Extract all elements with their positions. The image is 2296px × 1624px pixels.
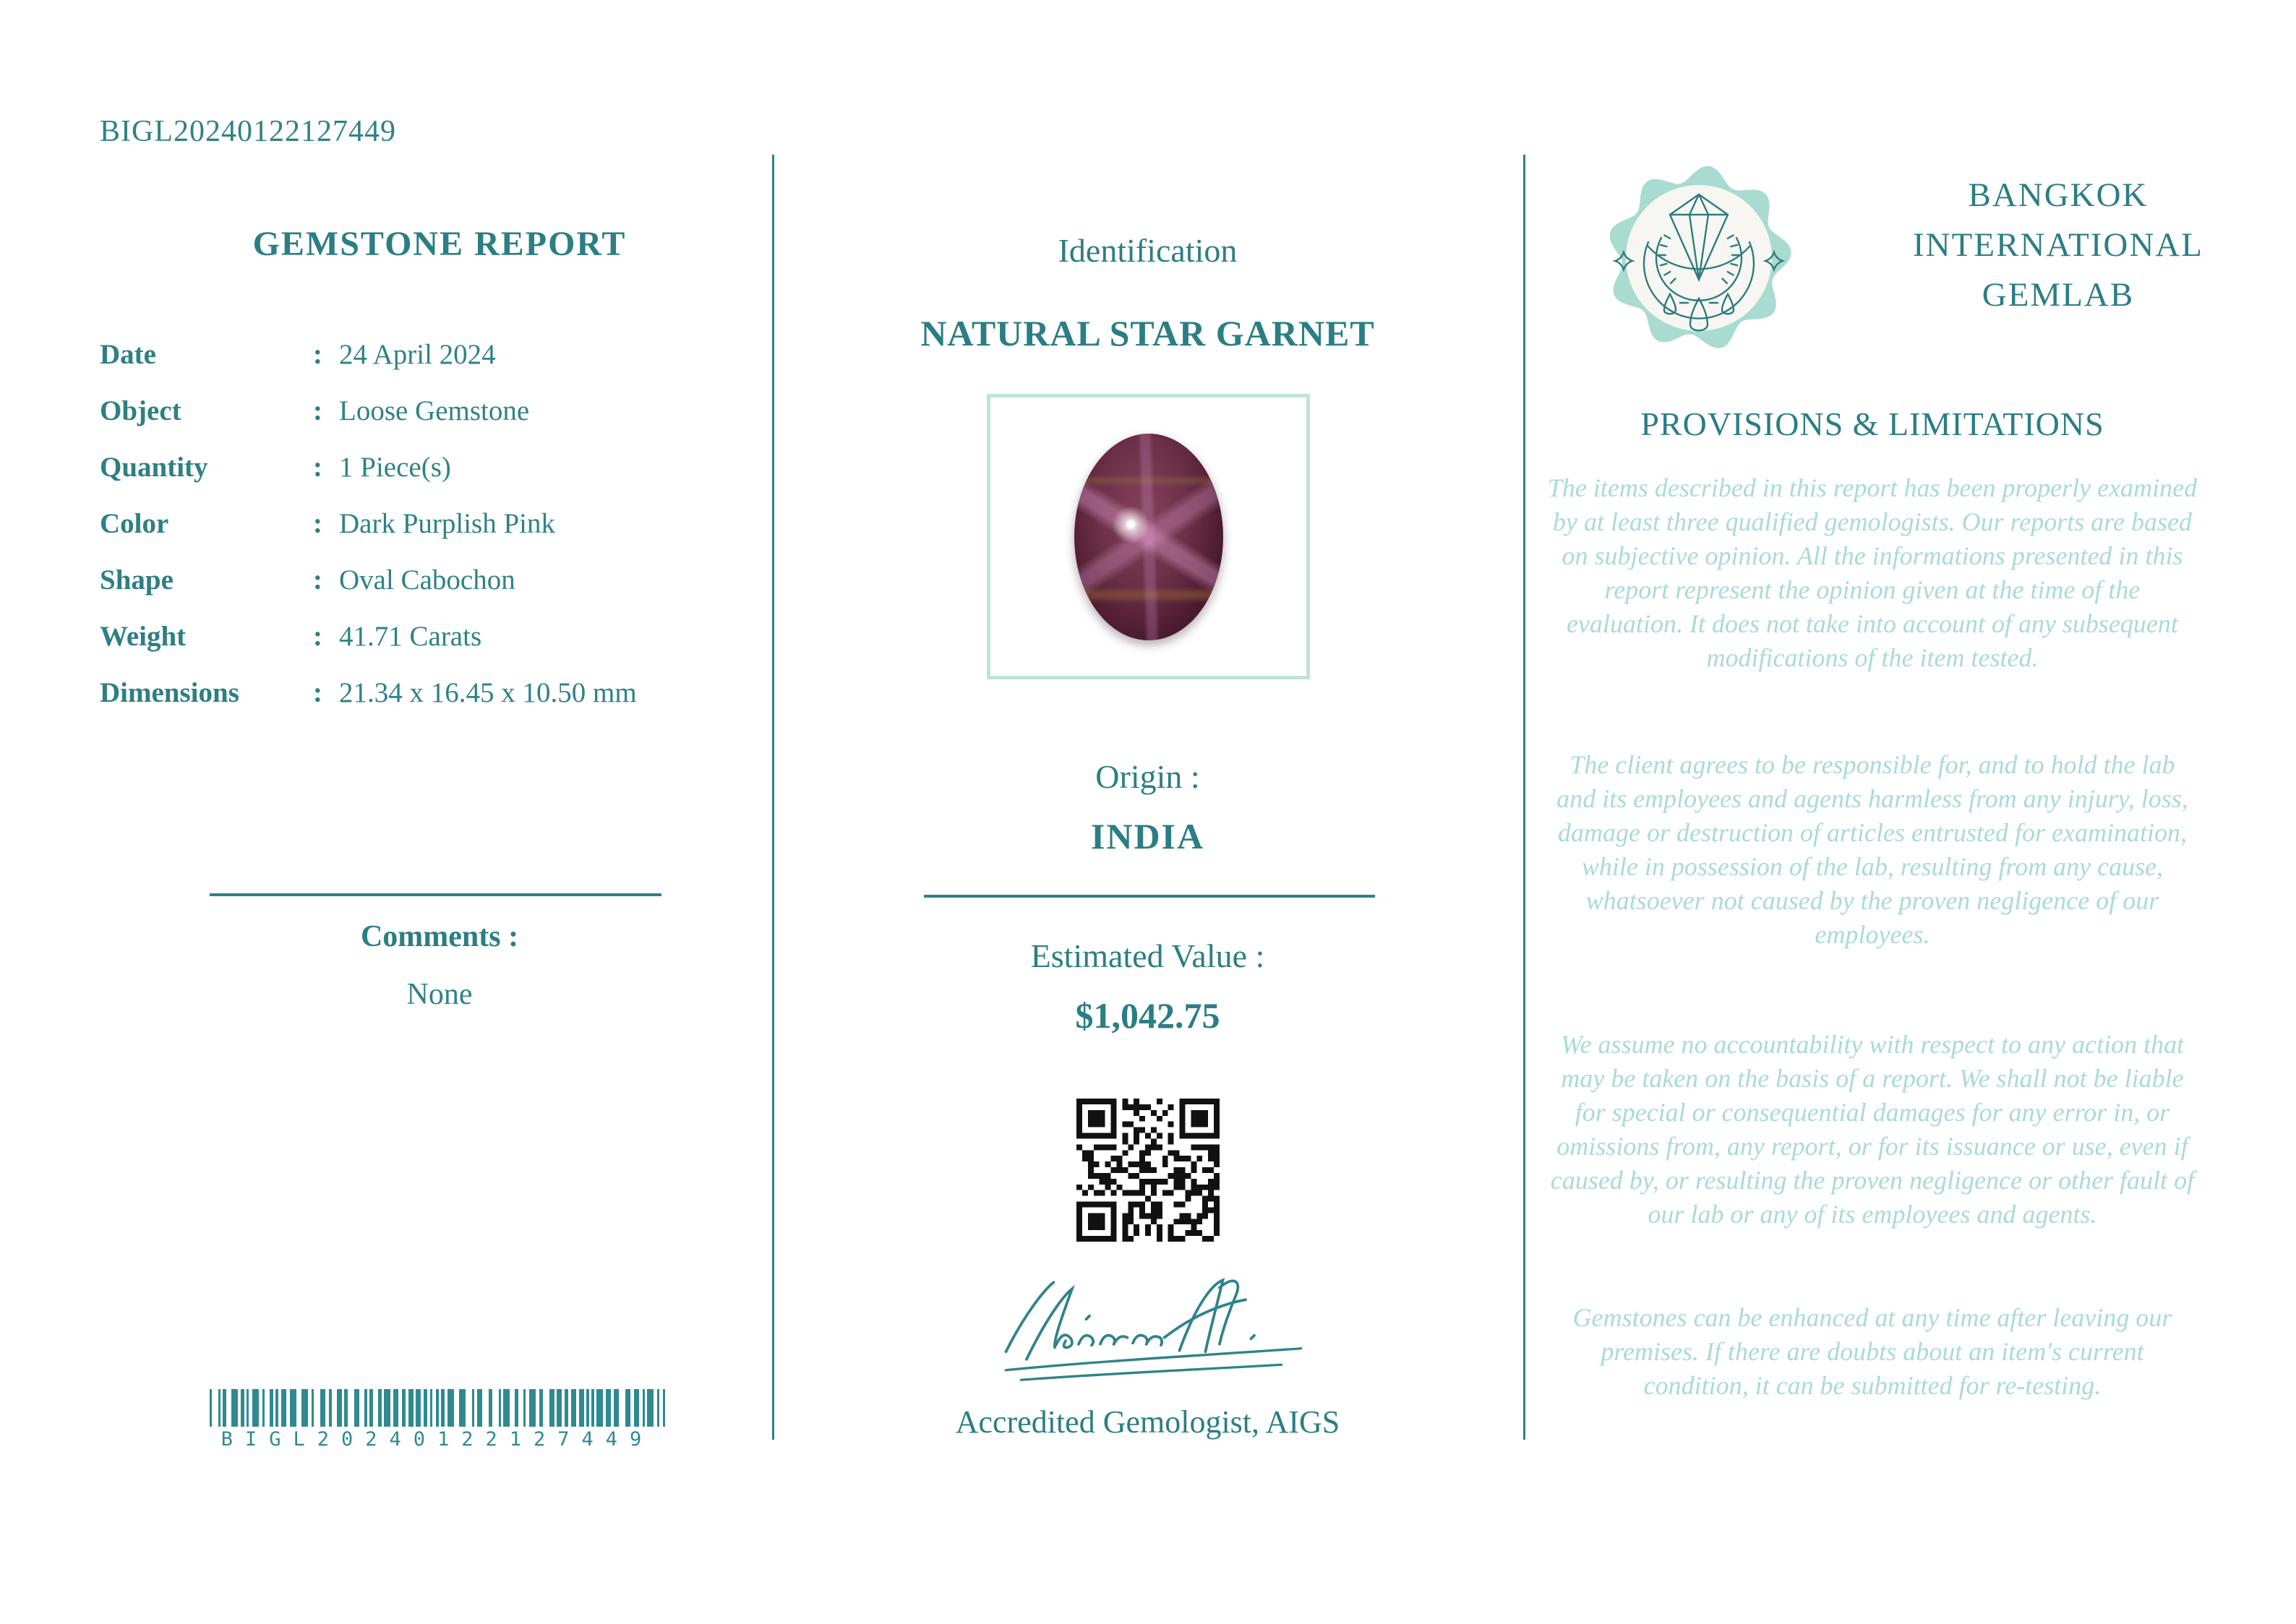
provisions-paragraph: The items described in this report has been properly examined by at least three qualified gemologists. Our reports are based on subjective opinion. All the informations presented in this report represent the opinion given at the time of the evaluation. It does not take into account of any subsequent modifications of the item tested. — [1547, 473, 2198, 672]
signatory-title: Accredited Gemologist, AIGS — [955, 1404, 1340, 1440]
column-divider-right — [1523, 155, 1525, 1440]
gem-identification-name: NATURAL STAR GARNET — [920, 313, 1375, 353]
report-title: GEMSTONE REPORT — [252, 225, 627, 263]
field-label: Dimensions — [100, 677, 239, 708]
lab-name-line: GEMLAB — [1982, 276, 2135, 314]
gemlab-seal-icon — [1604, 163, 1794, 353]
estimated-value: $1,042.75 — [1075, 995, 1220, 1036]
field-label: Weight — [100, 621, 187, 652]
field-label: Date — [100, 339, 156, 370]
provisions-paragraph: Gemstones can be enhanced at any time after leaving our premises. If there are doubts about an item's current condition, it can be submitted for re-testing. — [1572, 1303, 2172, 1400]
lab-name-line: BANGKOK — [1968, 176, 2149, 214]
gem-photo — [1074, 434, 1223, 640]
field-value: 41.71 Carats — [339, 621, 482, 652]
barcode — [210, 1389, 665, 1451]
value-divider — [924, 895, 1375, 898]
field-row-color — [100, 507, 779, 564]
field-label: Shape — [100, 564, 174, 596]
field-colon: : — [313, 677, 322, 708]
identification-heading: Identification — [1058, 232, 1238, 269]
provisions-paragraph: We assume no accountability with respect to any action that may be taken on the basis of a report. We shall not be liable for special or consequential damages for any error in, or omissions from, any report, or for its issuance or use, even if caused by, or resulting the proven negligence or other fault of our lab or any of its employees and agents. — [1550, 1030, 2195, 1229]
gemologist-signature — [974, 1269, 1322, 1403]
field-colon: : — [313, 508, 322, 539]
comments-value: None — [406, 978, 473, 1011]
field-value: 24 April 2024 — [339, 339, 496, 370]
field-label: Object — [100, 395, 181, 426]
field-colon: : — [313, 452, 322, 483]
field-row-object — [100, 395, 779, 451]
barcode-stripes — [210, 1389, 665, 1427]
field-row-quantity — [100, 451, 779, 507]
lab-logo — [1604, 163, 1794, 353]
qr-code — [1076, 1099, 1220, 1242]
field-colon: : — [313, 339, 322, 370]
gem-photo-frame — [987, 394, 1310, 679]
field-colon: : — [313, 621, 322, 652]
field-colon: : — [313, 564, 322, 596]
provisions-title: PROVISIONS & LIMITATIONS — [1640, 405, 2104, 442]
field-label: Color — [100, 508, 169, 539]
field-value: Dark Purplish Pink — [339, 508, 556, 539]
field-value: Oval Cabochon — [339, 564, 515, 596]
field-row-dimensions — [100, 676, 779, 733]
field-value: 21.34 x 16.45 x 10.50 mm — [339, 677, 637, 708]
report-fields — [100, 338, 779, 733]
origin-label: Origin : — [1095, 758, 1200, 795]
lab-name-line: INTERNATIONAL — [1913, 226, 2203, 264]
field-row-weight — [100, 620, 779, 676]
field-row-shape — [100, 564, 779, 620]
lab-name — [1841, 171, 2275, 320]
provisions-paragraph: The client agrees to be responsible for, and to hold the lab and its employees and agents harmless from any injury, loss, damage or destruction of articles entrusted for examination, while in possession of the lab, resulting from any cause, whatsoever not caused by the proven negligence of our employees. — [1556, 750, 2188, 949]
comments-divider — [210, 893, 661, 896]
field-value: Loose Gemstone — [339, 395, 530, 426]
field-label: Quantity — [100, 452, 208, 483]
qr-code-image — [1076, 1099, 1220, 1242]
field-row-date — [100, 338, 779, 395]
report-id: BIGL20240122127449 — [100, 115, 396, 148]
estimated-value-label: Estimated Value : — [1030, 937, 1265, 974]
comments-label: Comments : — [360, 920, 519, 953]
signature-strokes — [974, 1269, 1322, 1403]
field-colon: : — [313, 395, 322, 426]
field-value: 1 Piece(s) — [339, 452, 451, 483]
barcode-text: BIGL20240122127449 — [220, 1428, 654, 1451]
origin-value: INDIA — [1090, 816, 1205, 856]
